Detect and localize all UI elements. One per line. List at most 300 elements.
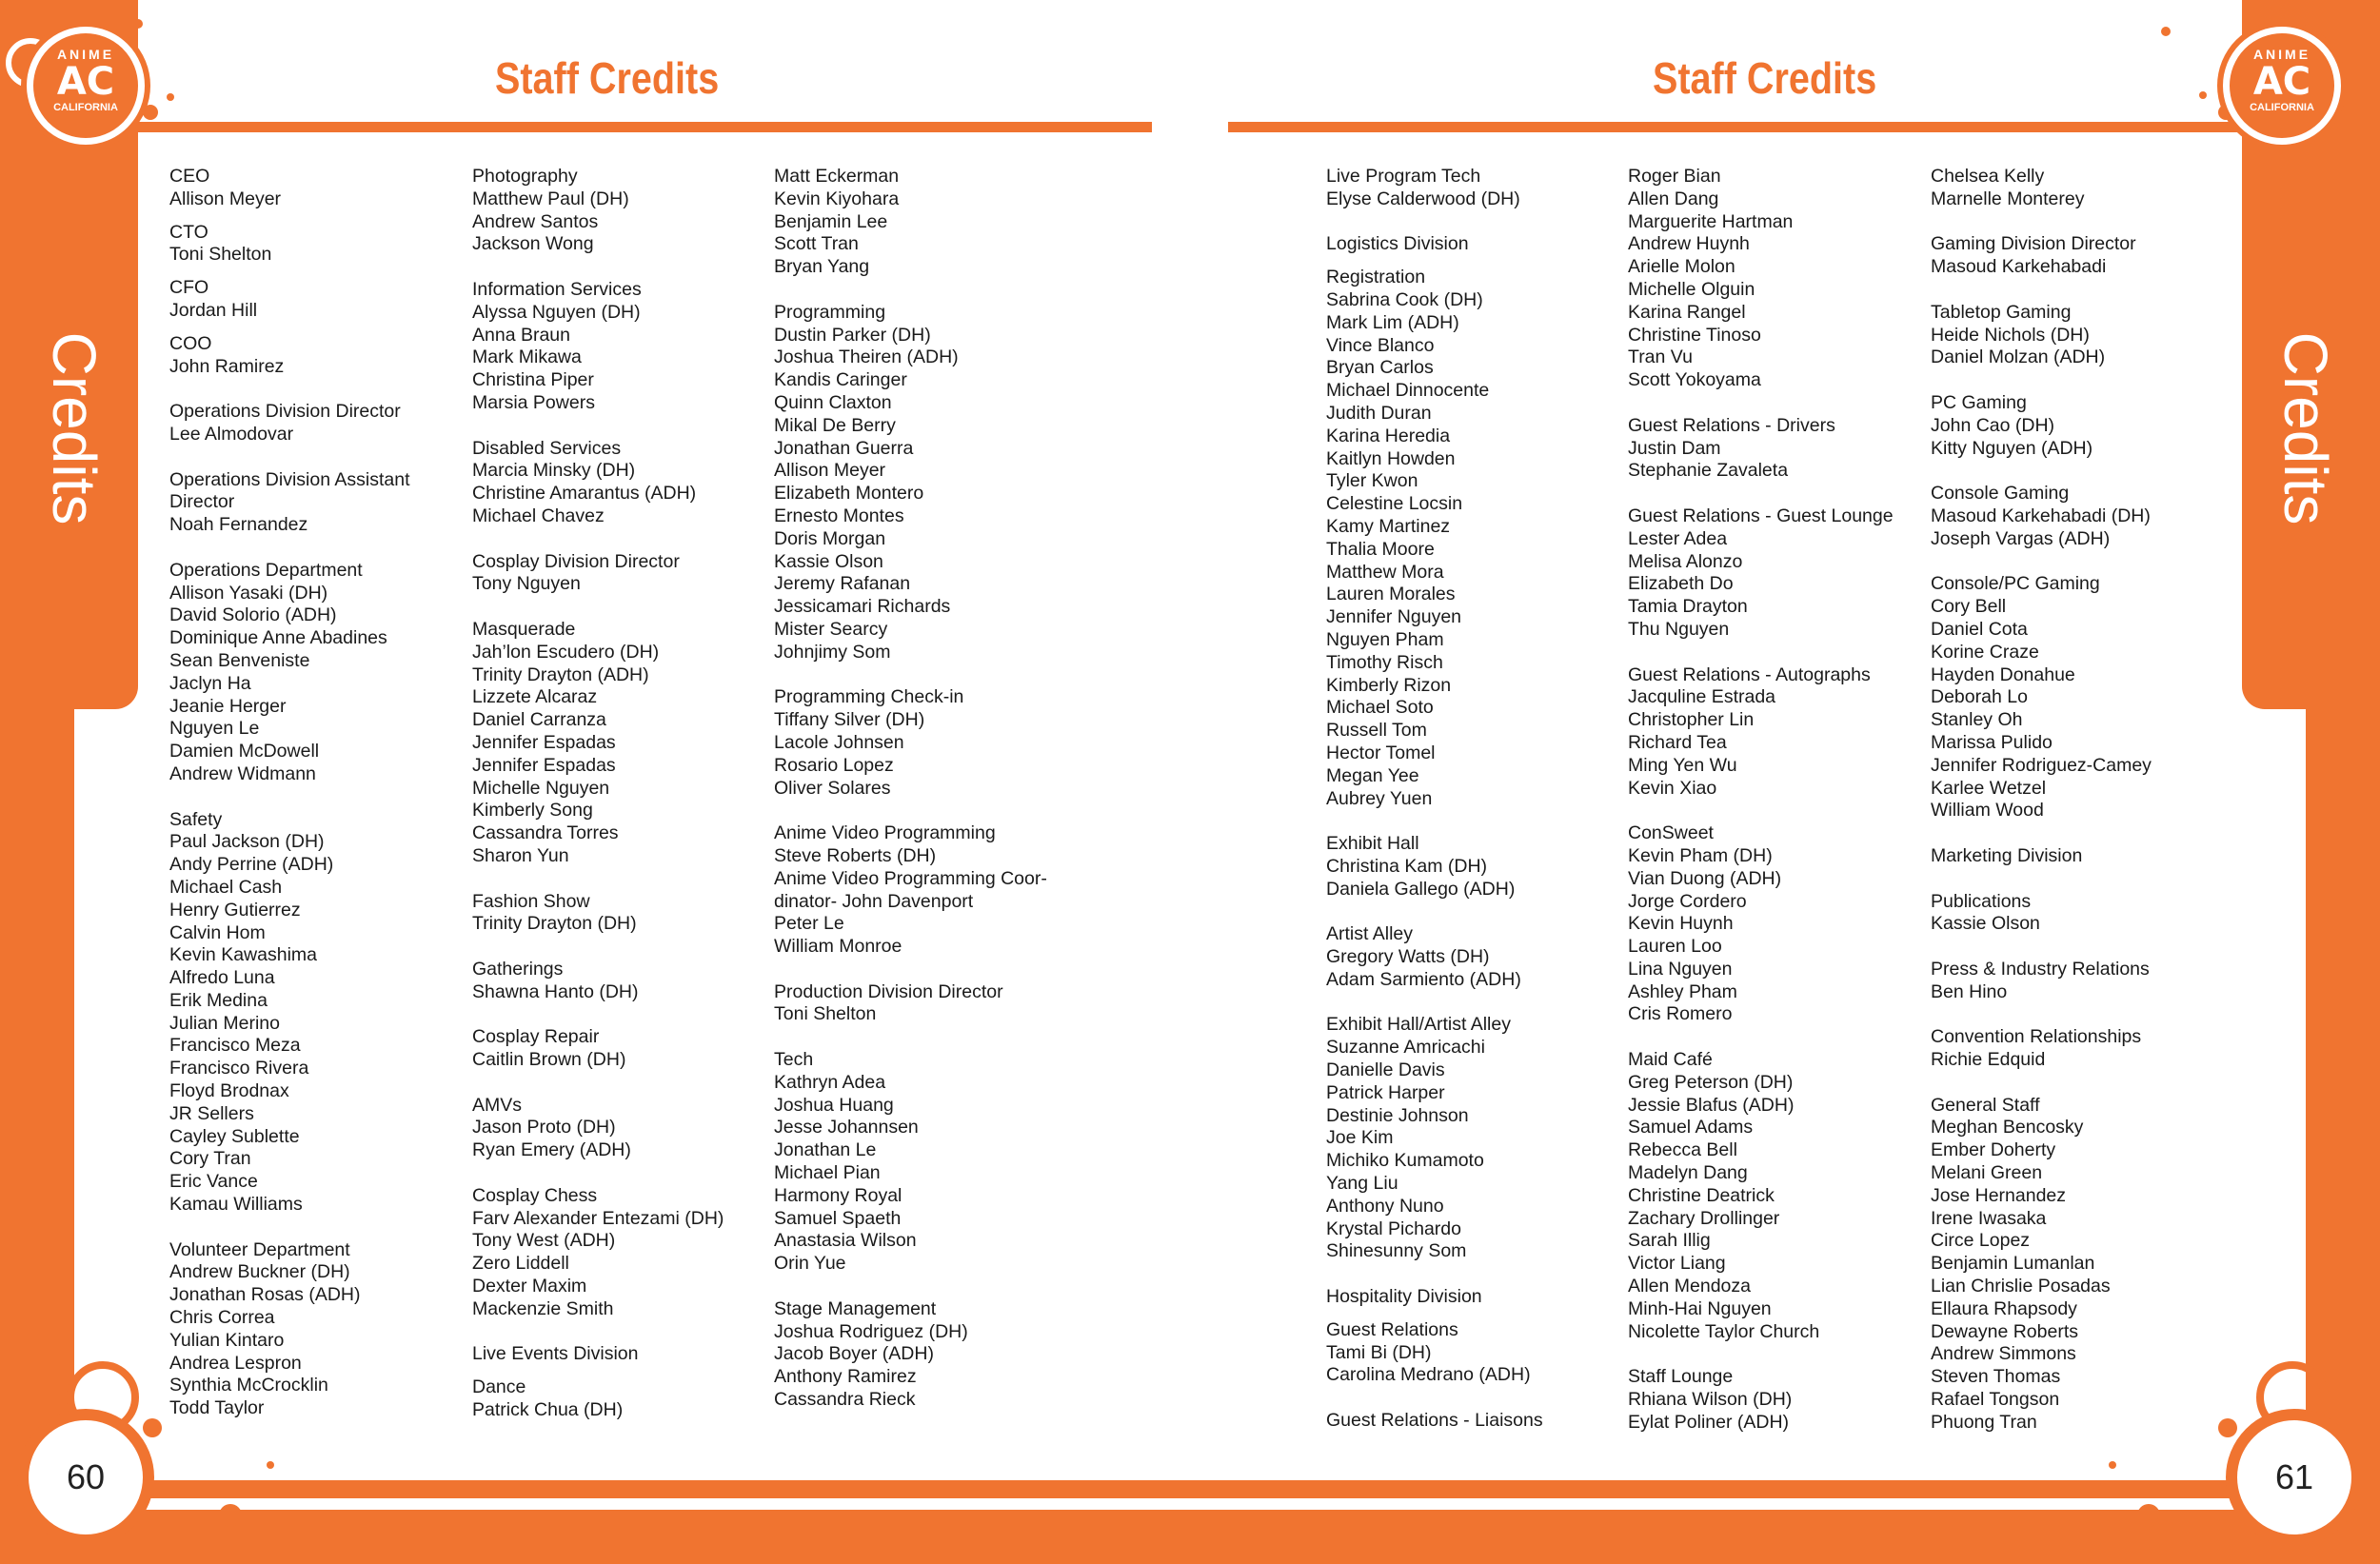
credit-line: Karina Rangel [1628,301,1746,323]
credit-line-heading: Masquerade [472,618,576,640]
credit-line: Joe Kim [1326,1127,1394,1149]
credit-line: Nguyen Pham [1326,628,1444,650]
credit-line: Alyssa Nguyen (DH) [472,301,641,323]
credit-line-heading: Photography [472,166,578,187]
credit-line: Director [169,491,235,513]
credit-line: Jeremy Rafanan [774,573,911,595]
credit-line: Richard Tea [1628,731,1727,753]
credit-line: Kassie Olson [774,550,883,572]
credits-section [169,1239,469,1420]
credit-line: Marguerite Hartman [1628,210,1794,232]
credit-line: Trinity Drayton (DH) [472,913,637,935]
credit-line: Matthew Mora [1326,561,1444,583]
credits-section [472,891,772,937]
credit-line-heading: CEO [169,166,210,187]
credit-line: Lauren Morales [1326,584,1456,605]
credit-line: Trinity Drayton (ADH) [472,663,649,685]
credits-column [1931,166,2231,1456]
bubble-decoration [167,93,174,101]
credit-line-heading: Publications [1931,890,2032,912]
credit-line-heading: Anime Video Programming [774,822,996,844]
credits-section [774,686,1074,800]
credit-line: Ernesto Montes [774,505,904,526]
credit-line: Christine Tinoso [1628,324,1761,346]
credit-line: Kevin Xiao [1628,777,1717,799]
credit-line: Samuel Spaeth [774,1207,902,1229]
credit-line: Sean Benveniste [169,649,310,671]
credit-line-heading: Tabletop Gaming [1931,301,2072,323]
credits-section [1326,267,1626,810]
credit-line-heading: Information Services [472,278,642,300]
credit-line: Andrea Lespron [169,1352,302,1374]
credit-line: Adam Sarmiento (ADH) [1326,968,1521,990]
credit-line: Mackenzie Smith [472,1297,614,1319]
credit-line: Jah’lon Escudero (DH) [472,641,660,663]
credit-line-heading: Console Gaming [1931,483,2070,505]
credit-line: David Solorio (ADH) [169,604,337,626]
credits-section [472,1376,772,1422]
credit-line: Richie Edquid [1931,1049,2046,1071]
credit-line: Bryan Yang [774,256,870,278]
credits-section [1628,415,1928,483]
credit-line: Kevin Kawashima [169,944,317,966]
credit-line: William Wood [1931,800,2044,822]
credit-line: Calvin Hom [169,921,266,943]
credit-line-heading: Operations Division Director [169,401,401,423]
credits-section [1628,1049,1928,1343]
credit-line-heading: General Staff [1931,1094,2040,1116]
credit-line: Michael Cash [169,876,283,898]
credit-line: Korine Craze [1931,641,2039,663]
credits-section [774,981,1074,1027]
credit-line: Doris Morgan [774,527,886,549]
credit-line: Kitty Nguyen (ADH) [1931,437,2093,459]
side-label-credits: Credits [40,331,109,525]
credit-line: Suzanne Amricachi [1326,1037,1485,1059]
credit-line-heading: Gatherings [472,958,564,980]
credit-line: Hayden Donahue [1931,663,2075,685]
anime-california-logo [27,27,145,145]
credit-line: Francisco Meza [169,1035,301,1057]
credit-line: Kamau Williams [169,1194,303,1216]
credit-line: Quinn Claxton [774,391,892,413]
logo-text-top: ANIME [2252,47,2311,62]
credit-line: Jorge Cordero [1628,890,1747,912]
credit-line: Kamy Martinez [1326,515,1451,537]
credit-line: Tami Bi (DH) [1326,1341,1432,1363]
credit-line-heading: Cosplay Repair [472,1026,600,1048]
credits-section [1931,959,2231,1004]
credit-line: Michael Soto [1326,697,1434,719]
credit-line: Jose Hernandez [1931,1184,2067,1206]
credit-line: Hector Tomel [1326,742,1436,763]
credit-line-heading: Operations Division Assistant [169,468,410,490]
credit-line: Ember Doherty [1931,1139,2056,1161]
credit-line: Destinie Johnson [1326,1104,1469,1126]
credit-line: Dexter Maxim [472,1276,587,1297]
credit-line: Judith Duran [1326,402,1432,424]
credit-line: Benjamin Lee [774,210,888,232]
credit-line: John Cao (DH) [1931,414,2055,436]
credit-line: Ryan Emery (ADH) [472,1139,631,1161]
credits-section [1628,1366,1928,1434]
credits-section [169,809,469,1217]
credit-line: Kevin Pham (DH) [1628,844,1773,866]
logo-text-bottom: CALIFORNIA [53,102,118,113]
credit-line: Marissa Pulido [1931,731,2053,753]
credit-line-heading: Programming [774,301,886,323]
credit-line: Lee Almodovar [169,423,294,445]
credit-line: Thalia Moore [1326,538,1435,560]
credit-line: Anastasia Wilson [774,1230,917,1252]
credit-line: Mikal De Berry [774,414,896,436]
credits-section [774,1049,1074,1276]
credit-line: Caitlin Brown (DH) [472,1049,626,1071]
credit-line: Melani Green [1931,1162,2043,1184]
credit-line-heading: Guest Relations [1326,1318,1458,1340]
credit-line: Tony Nguyen [472,573,581,595]
credits-section [1628,505,1928,642]
credit-line: Eric Vance [169,1171,258,1193]
credit-line: Dominique Anne Abadines [169,627,387,649]
credit-line-heading: Guest Relations - Autographs [1628,663,1871,685]
credit-line: Paul Jackson (DH) [169,831,325,853]
credit-line: Damien McDowell [169,741,320,762]
credits-section [1628,822,1928,1026]
credits-section [774,166,1074,279]
credit-line: Circe Lopez [1931,1230,2031,1252]
credit-line: Sarah Illig [1628,1230,1711,1252]
credit-line: Rebecca Bell [1628,1139,1737,1161]
credit-line-heading: Logistics Division [1326,233,1469,255]
credit-line: Mark Lim (ADH) [1326,311,1459,333]
credit-line: Cassandra Torres [472,822,619,844]
credit-line-heading: Registration [1326,267,1426,288]
credit-line: Joshua Theiren (ADH) [774,346,959,368]
credit-line: Dewayne Roberts [1931,1320,2078,1342]
credits-section [1326,166,1626,211]
credits-section [1628,166,1928,392]
credit-line: Lina Nguyen [1628,958,1733,980]
credit-line: Tony West (ADH) [472,1230,616,1252]
credits-section [472,619,772,868]
credits-section [1326,233,1626,256]
credit-line: Yulian Kintaro [169,1329,285,1351]
credit-line: Deborah Lo [1931,686,2028,708]
credit-line: Sabrina Cook (DH) [1326,288,1483,310]
credits-section [1326,833,1626,901]
credit-line: Nguyen Le [169,718,260,740]
credit-line-heading: Convention Relationships [1931,1026,2142,1048]
credit-line: Russell Tom [1326,720,1427,742]
credit-line: Tamia Drayton [1628,596,1748,618]
bubble-decoration [2137,1504,2160,1527]
credit-line-heading: Live Events Division [472,1343,639,1365]
credit-line: Kandis Caringer [774,369,907,391]
credits-section [774,302,1074,664]
credit-line: Aubrey Yuen [1326,787,1433,809]
credit-line: Kassie Olson [1931,913,2040,935]
credit-line: Sharon Yun [472,844,569,866]
bubble-decoration [133,19,143,29]
credit-line: Scott Tran [774,233,859,255]
side-label-credits: Credits [2271,331,2340,525]
credit-line: Heide Nichols (DH) [1931,324,2090,346]
credit-line: Lizzete Alcaraz [472,686,598,708]
credits-section [1326,1286,1626,1309]
credit-line: Masoud Karkehabadi [1931,256,2107,278]
credit-line-heading: Safety [169,808,223,830]
credit-line: Rosario Lopez [774,754,894,776]
credit-line-heading: CFO [169,277,209,299]
credit-line: Orin Yue [774,1253,846,1275]
credit-line: Jaclyn Ha [169,672,251,694]
credit-line-heading: Production Division Director [774,980,1003,1002]
credit-line: Samuel Adams [1628,1117,1754,1138]
credit-line: Harmony Royal [774,1184,902,1206]
credit-line: Ben Hino [1931,980,2008,1002]
credit-line: Steven Thomas [1931,1366,2061,1388]
credit-line: Jacob Boyer (ADH) [774,1343,934,1365]
credit-line: Irene Iwasaka [1931,1207,2047,1229]
credit-line: Jessicamari Richards [774,596,951,618]
credit-line: Shawna Hanto (DH) [472,980,639,1002]
credit-line: William Monroe [774,936,902,958]
credit-line: Nicolette Taylor Church [1628,1320,1820,1342]
credit-line: Kevin Huynh [1628,913,1734,935]
credit-line-heading: Guest Relations - Liaisons [1326,1410,1543,1432]
credit-line: Daniela Gallego (ADH) [1326,878,1516,900]
bubble-decoration [143,105,158,120]
credit-line: Victor Liang [1628,1253,1726,1275]
credit-line: Allison Meyer [169,188,282,209]
credit-line: Timothy Risch [1326,651,1443,673]
credit-line: Marcia Minsky (DH) [472,460,636,482]
credit-line: Jesse Johannsen [774,1117,919,1138]
credit-line: Mister Searcy [774,618,888,640]
credit-line: Zachary Drollinger [1628,1207,1780,1229]
bottom-stripe [114,1481,2266,1496]
credit-line: Floyd Brodnax [169,1080,289,1102]
credit-line: Toni Shelton [774,1003,877,1025]
credits-section [1931,845,2231,868]
credit-line: Anthony Nuno [1326,1195,1444,1217]
credit-line: Jeanie Herger [169,695,287,717]
credit-line: Patrick Chua (DH) [472,1399,624,1421]
credit-line: Ming Yen Wu [1628,754,1737,776]
credit-line: Tyler Kwon [1326,470,1418,492]
anime-california-logo [2223,27,2341,145]
credit-line: Christine Deatrick [1628,1184,1775,1206]
credit-line: Alfredo Luna [169,967,275,989]
credit-line: Allison Meyer [774,460,886,482]
page-number: 61 [2226,1409,2363,1546]
credit-line: Bryan Carlos [1326,357,1434,379]
credits-section [1326,1014,1626,1263]
credit-line: Krystal Pichardo [1326,1218,1461,1239]
credit-line-heading: Press & Industry Relations [1931,958,2150,980]
credit-line: Michael Chavez [472,505,605,526]
credit-line: Marnelle Monterey [1931,188,2085,209]
credit-line: Matthew Paul (DH) [472,188,629,209]
credit-line: Karina Heredia [1326,425,1451,446]
credit-line-heading: Guest Relations - Guest Lounge [1628,505,1894,526]
bubble-decoration [2161,27,2171,36]
credit-line-heading: Stage Management [774,1297,937,1319]
credit-line: Allen Mendoza [1628,1276,1751,1297]
credit-line: Tiffany Silver (DH) [774,709,925,731]
credits-column [1326,166,1626,1455]
bottom-gap [74,1474,2306,1480]
credits-column [472,166,772,1445]
bubble-decoration [219,1504,242,1527]
credits-section [1931,166,2231,211]
credit-line: Lacole Johnsen [774,731,904,753]
credit-line: Elizabeth Do [1628,573,1734,595]
credit-line: Kimberly Rizon [1326,674,1452,696]
credit-line: Meghan Bencosky [1931,1117,2084,1138]
credit-line-heading: Staff Lounge [1628,1366,1734,1388]
bottom-white-stripe [133,1498,2247,1510]
credit-line: Carolina Medrano (ADH) [1326,1364,1531,1386]
credit-line: Jason Proto (DH) [472,1117,616,1138]
credit-line-heading: Marketing Division [1931,844,2083,866]
credits-section [1931,483,2231,550]
credit-line: Scott Yokoyama [1628,369,1761,391]
credit-line: Ashley Pham [1628,980,1737,1002]
credits-section [169,560,469,786]
right-top-rule [1228,122,2256,132]
logo-text-top: ANIME [56,47,115,62]
credit-line: Kathryn Adea [774,1071,886,1093]
credit-line-heading: Fashion Show [472,890,590,912]
logo-text-main: AC [2252,60,2311,104]
credits-section [472,959,772,1004]
credit-line-heading: Gaming Division Director [1931,233,2136,255]
credit-line: Jackson Wong [472,233,594,255]
credit-line: Yang Liu [1326,1173,1398,1195]
credit-line: Steve Roberts (DH) [774,844,937,866]
credits-column [1628,166,1928,1456]
credits-section [169,333,469,379]
credits-section [1326,1410,1626,1433]
credit-line: Anthony Ramirez [774,1366,917,1388]
credit-line: Cris Romero [1628,1003,1733,1025]
credits-section [1326,923,1626,991]
credit-line-heading: Guest Relations - Drivers [1628,414,1835,436]
credit-line: Johnjimy Som [774,641,891,663]
credit-line: Joshua Rodriguez (DH) [774,1320,968,1342]
credit-line: Kevin Kiyohara [774,188,900,209]
credit-line: Tran Vu [1628,346,1693,368]
credit-line: Gregory Watts (DH) [1326,946,1490,968]
credit-line: Andrew Buckner (DH) [169,1261,350,1283]
credit-line: Daniel Carranza [472,709,606,731]
credits-section [1931,1026,2231,1072]
credit-line: Jonathan Guerra [774,437,914,459]
credit-line: Megan Yee [1326,764,1419,786]
credit-line: Elizabeth Montero [774,483,924,505]
credit-line-heading: Matt Eckerman [774,166,900,187]
credit-line-heading: Artist Alley [1326,923,1414,945]
bubble-decoration [2109,1461,2116,1469]
credits-column [169,166,469,1443]
credits-section [472,1095,772,1162]
credit-line: Synthia McCrocklin [169,1375,328,1396]
credit-line-heading: Maid Café [1628,1049,1713,1071]
credit-line: Cassandra Rieck [774,1389,916,1411]
credit-line: Andrew Simmons [1931,1343,2076,1365]
credit-line-heading: Cosplay Division Director [472,550,680,572]
credit-line: Farv Alexander Entezami (DH) [472,1207,724,1229]
credits-section [169,277,469,323]
credit-line: Celestine Locsin [1326,493,1463,515]
credits-section [472,438,772,528]
credit-line-heading: Exhibit Hall/Artist Alley [1326,1014,1511,1036]
credit-line: Marsia Powers [472,391,595,413]
credit-line: Madelyn Dang [1628,1162,1748,1184]
credit-line-heading: Console/PC Gaming [1931,573,2100,595]
credits-section [472,1026,772,1072]
bubble-decoration [267,1461,274,1469]
credit-line: Christina Kam (DH) [1326,855,1488,877]
credit-line: John Ramirez [169,355,285,377]
credit-line: Rhiana Wilson (DH) [1628,1389,1793,1411]
credit-line: Michelle Olguin [1628,278,1755,300]
credit-line: Henry Gutierrez [169,899,301,921]
credit-line-heading: CTO [169,221,208,243]
credit-line: Vince Blanco [1326,334,1435,356]
credit-line: Francisco Rivera [169,1058,309,1079]
credit-line: Patrick Harper [1326,1081,1445,1103]
page-title: Staff Credits [1653,53,1877,103]
credit-line-heading: AMVs [472,1094,523,1116]
credit-line: Christina Piper [472,369,594,391]
credit-line: JR Sellers [169,1102,254,1124]
credit-line: Toni Shelton [169,244,272,266]
credit-line: Dustin Parker (DH) [774,324,931,346]
credit-line-heading: Programming Check-in [774,686,964,708]
credit-line-heading: Operations Department [169,559,363,581]
bubble-decoration [143,1418,162,1437]
credit-line: Mark Mikawa [472,346,582,368]
credits-section [1931,1095,2231,1435]
credit-line: Jessie Blafus (ADH) [1628,1094,1795,1116]
credit-line: Justin Dam [1628,437,1721,459]
credits-section [774,822,1074,959]
credit-line: Jacquline Estrada [1628,686,1776,708]
credit-line: Michiko Kumamoto [1326,1150,1484,1172]
credits-section [169,401,469,446]
credits-column [774,166,1074,1435]
credit-line: Todd Taylor [169,1397,265,1419]
credits-section [169,469,469,537]
credit-line: Stephanie Zavaleta [1628,460,1789,482]
credit-line: Karlee Wetzel [1931,777,2047,799]
credit-line: Jordan Hill [169,299,258,321]
credit-line: Michelle Nguyen [472,777,610,799]
credit-line: Michael Pian [774,1162,881,1184]
logo-text-bottom: CALIFORNIA [2250,102,2314,113]
credit-line: Chris Correa [169,1307,275,1329]
credit-line-heading: PC Gaming [1931,391,2027,413]
credits-section [1628,664,1928,801]
credit-line: dinator- John Davenport [774,890,974,912]
credit-line: Christopher Lin [1628,709,1755,731]
credit-line-heading: Volunteer Department [169,1238,350,1260]
credit-line: Jonathan Le [774,1139,877,1161]
credit-line: Erik Medina [169,989,268,1011]
